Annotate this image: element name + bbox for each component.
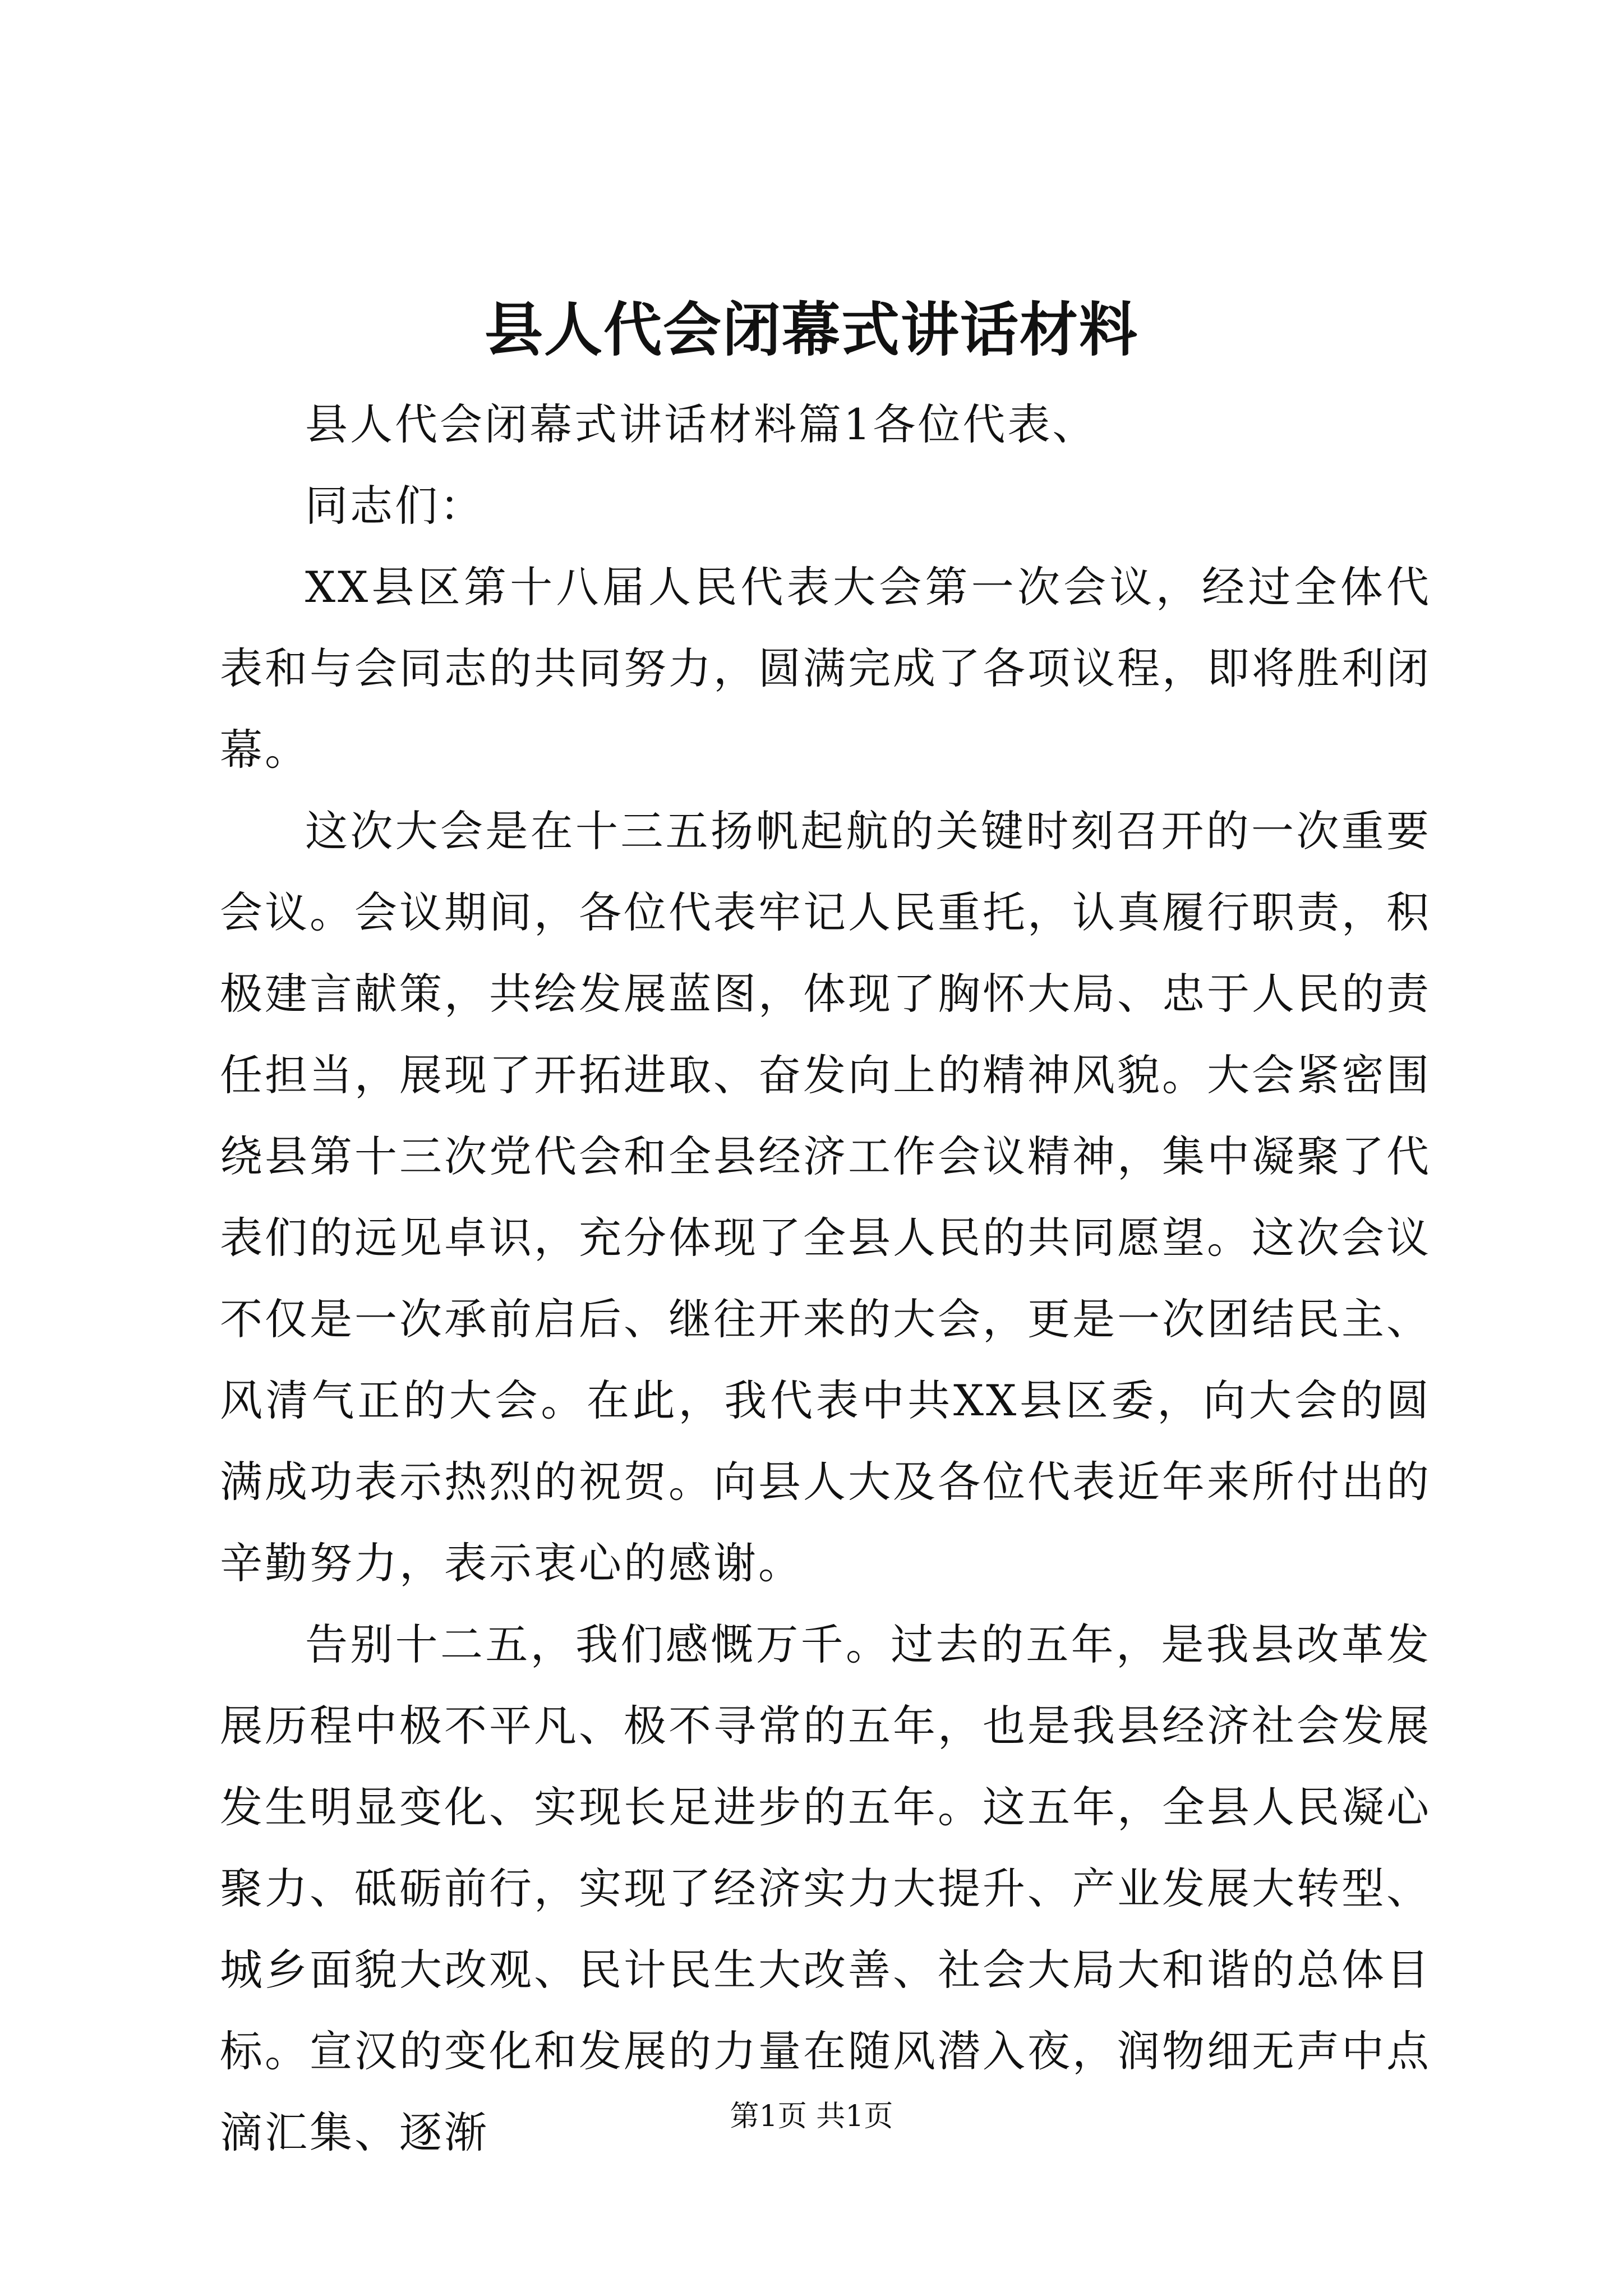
paragraph-five-year-review: 告别十二五，我们感慨万千。过去的五年，是我县改革发展历程中极不平凡、极不寻常的五年，也是我县经济社会发展发生明显变化、实现长足进步的五年。这五年，全县人民凝心聚力、砥砺前行，实现了经济实力大提升、产业发展大转型、城乡面貌大改观、民计民生大改善、社会大局大和谐的总体目标。宣汉的变化和发展的力量在随风潜入夜，润物细无声中点滴汇集、逐渐 <box>220 1619 1431 2157</box>
page-footer: 第1页 共1页 <box>730 2100 893 2133</box>
document-body <box>220 384 1431 2173</box>
paragraph-heading-line: 县人代会闭幕式讲话材料篇1各位代表、 <box>305 399 1098 449</box>
paragraph-meeting-summary: 这次大会是在十三五扬帆起航的关键时刻召开的一次重要会议。会议期间，各位代表牢记人民重托，认真履行职责，积极建言献策，共绘发展蓝图，体现了胸怀大局、忠于人民的责任担当，展现了开拓进取、奋发向上的精神风貌。大会紧密围绕县第十三次党代会和全县经济工作会议精神，集中凝聚了代表们的远见卓识，充分体现了全县人民的共同愿望。这次会议不仅是一次承前启后、继往开来的大会，更是一次团结民主、风清气正的大会。在此，我代表中共XX县区委，向大会的圆满成功表示热烈的祝贺。向县人大及各位代表近年来所付出的辛勤努力，表示衷心的感谢。 <box>220 806 1431 1588</box>
paragraph-salutation: 同志们： <box>305 481 485 531</box>
document-title: 县人代会闭幕式讲话材料 <box>484 295 1138 364</box>
paragraph-meeting-intro: XX县区第十八届人民代表大会第一次会议，经过全体代表和与会同志的共同努力，圆满完成了各项议程，即将胜利闭幕。 <box>220 562 1431 775</box>
